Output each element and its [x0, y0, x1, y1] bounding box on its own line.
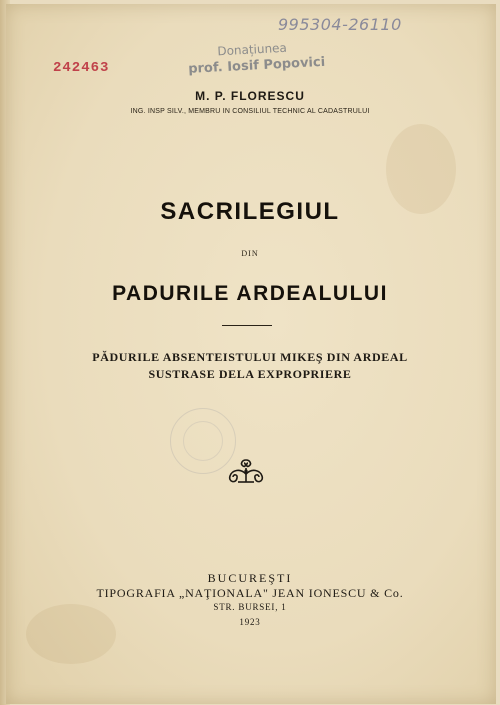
imprint-printer: TIPOGRAFIA „NAŢIONALA" JEAN IONESCU & Co. — [96, 586, 404, 600]
donation-stamp-line2: prof. Iosif Popovici — [187, 54, 326, 77]
donation-stamp-line1: Donațiunea — [217, 40, 288, 59]
imprint-year: 1923 — [239, 617, 261, 627]
imprint-place: BUCUREŞTI — [207, 571, 293, 585]
author-credentials: ING. INSP SILV., MEMBRU IN CONSILIUL TECHNIC AL CADASTRULUI — [130, 108, 370, 115]
imprint-street: STR. BURSEI, 1 — [213, 602, 287, 612]
donation-stamp — [187, 38, 339, 86]
subtitle-line1: PĂDURILE ABSENTEISTULUI MIKEŞ DIN ARDEAL — [92, 350, 408, 364]
title-divider — [222, 325, 272, 326]
title-line1: SACRILEGIUL — [160, 198, 340, 225]
paper-stain — [26, 604, 116, 664]
inventory-number-stamp: 242463 — [53, 60, 110, 76]
floral-ornament-icon — [224, 456, 268, 486]
title-connector: DIN — [241, 249, 259, 258]
title-line2: PADURILE ARDEALULUI — [112, 282, 388, 305]
handwritten-catalog-number: 995304-26110 — [278, 15, 402, 34]
author-name: M. P. FLORESCU — [195, 89, 305, 103]
subtitle-line2: SUSTRASE DELA EXPROPRIERE — [148, 367, 352, 381]
